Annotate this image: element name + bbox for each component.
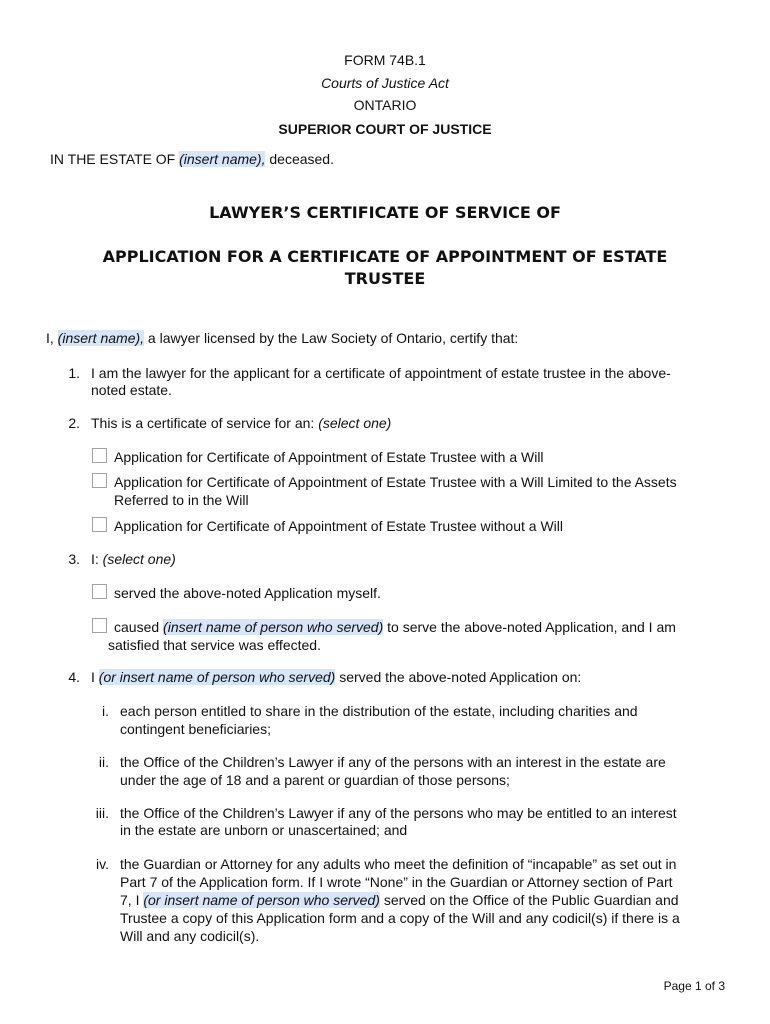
sub-iii-line-1: the Office of the Children’s Lawyer if any of the persons who may be entitled to an interest [120, 805, 677, 821]
court-name: SUPERIOR COURT OF JUSTICE [278, 121, 492, 137]
item-4-number: 4. [68, 669, 80, 685]
lawyer-name-field[interactable]: (insert name), [57, 330, 145, 346]
sub-iii-line-2: in the estate are unborn or unascertained; and [120, 822, 408, 838]
sub-iv-line-4: Trustee a copy of this Application form and a copy of the Will and any codicil(s) if there is a [120, 910, 680, 926]
item-2-label: This is a certificate of service for an: [91, 415, 315, 431]
sub-iv-line-5: Will and any codicil(s). [120, 928, 260, 944]
intro-prefix: I, [46, 330, 54, 346]
item-2-text [91, 414, 391, 432]
checkbox-served-myself[interactable] [92, 584, 107, 599]
item-4-text [91, 668, 581, 686]
sub-i-line-2: contingent beneficiaries; [120, 721, 271, 737]
checkbox-with-will[interactable] [92, 448, 107, 463]
estate-name-field[interactable]: (insert name), [179, 151, 266, 167]
sub-ii-number: ii. [98, 754, 109, 770]
option-with-will: Application for Certificate of Appointment of Estate Trustee with a Will [114, 449, 544, 465]
sub-iv-line-3-suffix: served on the Office of the Public Guardian and [383, 892, 679, 908]
sub-i-line-1: each person entitled to share in the distribution of the estate, including charities and [120, 703, 638, 719]
server-name-field-2[interactable]: (or insert name of person who served) [98, 669, 336, 685]
sub-iv-line-2: Part 7 of the Application form. If I wrote “None” in the Guardian or Attorney section of Part [120, 874, 673, 890]
server-name-field-1[interactable]: (insert name of person who served) [163, 619, 384, 635]
item-1-number: 1. [68, 365, 80, 381]
title-line-1: LAWYER’S CERTIFICATE OF SERVICE OF [209, 203, 561, 222]
item-1-line-1: I am the lawyer for the applicant for a certificate of appointment of estate trustee in the above- [91, 365, 671, 381]
page-number: Page 1 of 3 [663, 979, 725, 993]
checkbox-caused-service[interactable] [92, 618, 107, 633]
item-4-prefix: I [91, 669, 95, 685]
act-name: Courts of Justice Act [321, 75, 449, 91]
province: ONTARIO [353, 97, 417, 113]
title-line-2b: TRUSTEE [344, 269, 426, 288]
item-3-number: 3. [68, 551, 80, 567]
form-number: FORM 74B.1 [344, 52, 426, 68]
option-with-will-limited-line-1: Application for Certificate of Appointment of Estate Trustee with a Will Limited to the Assets [114, 474, 677, 490]
sub-ii-line-1: the Office of the Children’s Lawyer if any of the persons with an interest in the estate are [120, 754, 666, 770]
intro-suffix: a lawyer licensed by the Law Society of Ontario, certify that: [147, 330, 519, 346]
item-1-line-2: noted estate. [91, 382, 172, 398]
option-with-will-limited-line-2: Referred to in the Will [114, 492, 249, 508]
item-2-number: 2. [68, 415, 80, 431]
option-caused-service-line-1 [114, 618, 676, 636]
sub-iv-line-1: the Guardian or Attorney for any adults who meet the definition of “incapable” as set out in [120, 856, 677, 872]
sub-i-number: i. [102, 703, 109, 719]
checkbox-without-will[interactable] [92, 517, 107, 532]
item-2-hint: (select one) [318, 415, 392, 431]
checkbox-with-will-limited[interactable] [92, 473, 107, 488]
sub-iv-line-3-prefix: 7, I [120, 892, 140, 908]
estate-line [50, 150, 334, 168]
estate-prefix: IN THE ESTATE OF [50, 151, 176, 167]
sub-ii-line-2: under the age of 18 and a parent or guardian of those persons; [120, 772, 510, 788]
option-without-will: Application for Certificate of Appointment of Estate Trustee without a Will [114, 518, 563, 534]
estate-suffix: deceased. [269, 151, 334, 167]
sub-iv-line-3 [120, 891, 679, 909]
server-name-field-3[interactable]: (or insert name of person who served) [143, 892, 380, 908]
sub-iii-number: iii. [95, 805, 109, 821]
option-served-myself: served the above-noted Application myself. [114, 585, 381, 601]
option-caused-service-line-2: satisfied that service was effected. [108, 637, 321, 653]
sub-iv-number: iv. [96, 856, 109, 872]
item-3-text [91, 550, 176, 568]
item-3-label: I: [91, 551, 99, 567]
item-3-hint: (select one) [102, 551, 176, 567]
caused-suffix: to serve the above-noted Application, and I am [387, 619, 676, 635]
caused-prefix: caused [114, 619, 160, 635]
title-line-2a: APPLICATION FOR A CERTIFICATE OF APPOINTMENT OF ESTATE [102, 247, 668, 266]
intro-line [46, 329, 518, 347]
item-4-suffix: served the above-noted Application on: [339, 669, 582, 685]
